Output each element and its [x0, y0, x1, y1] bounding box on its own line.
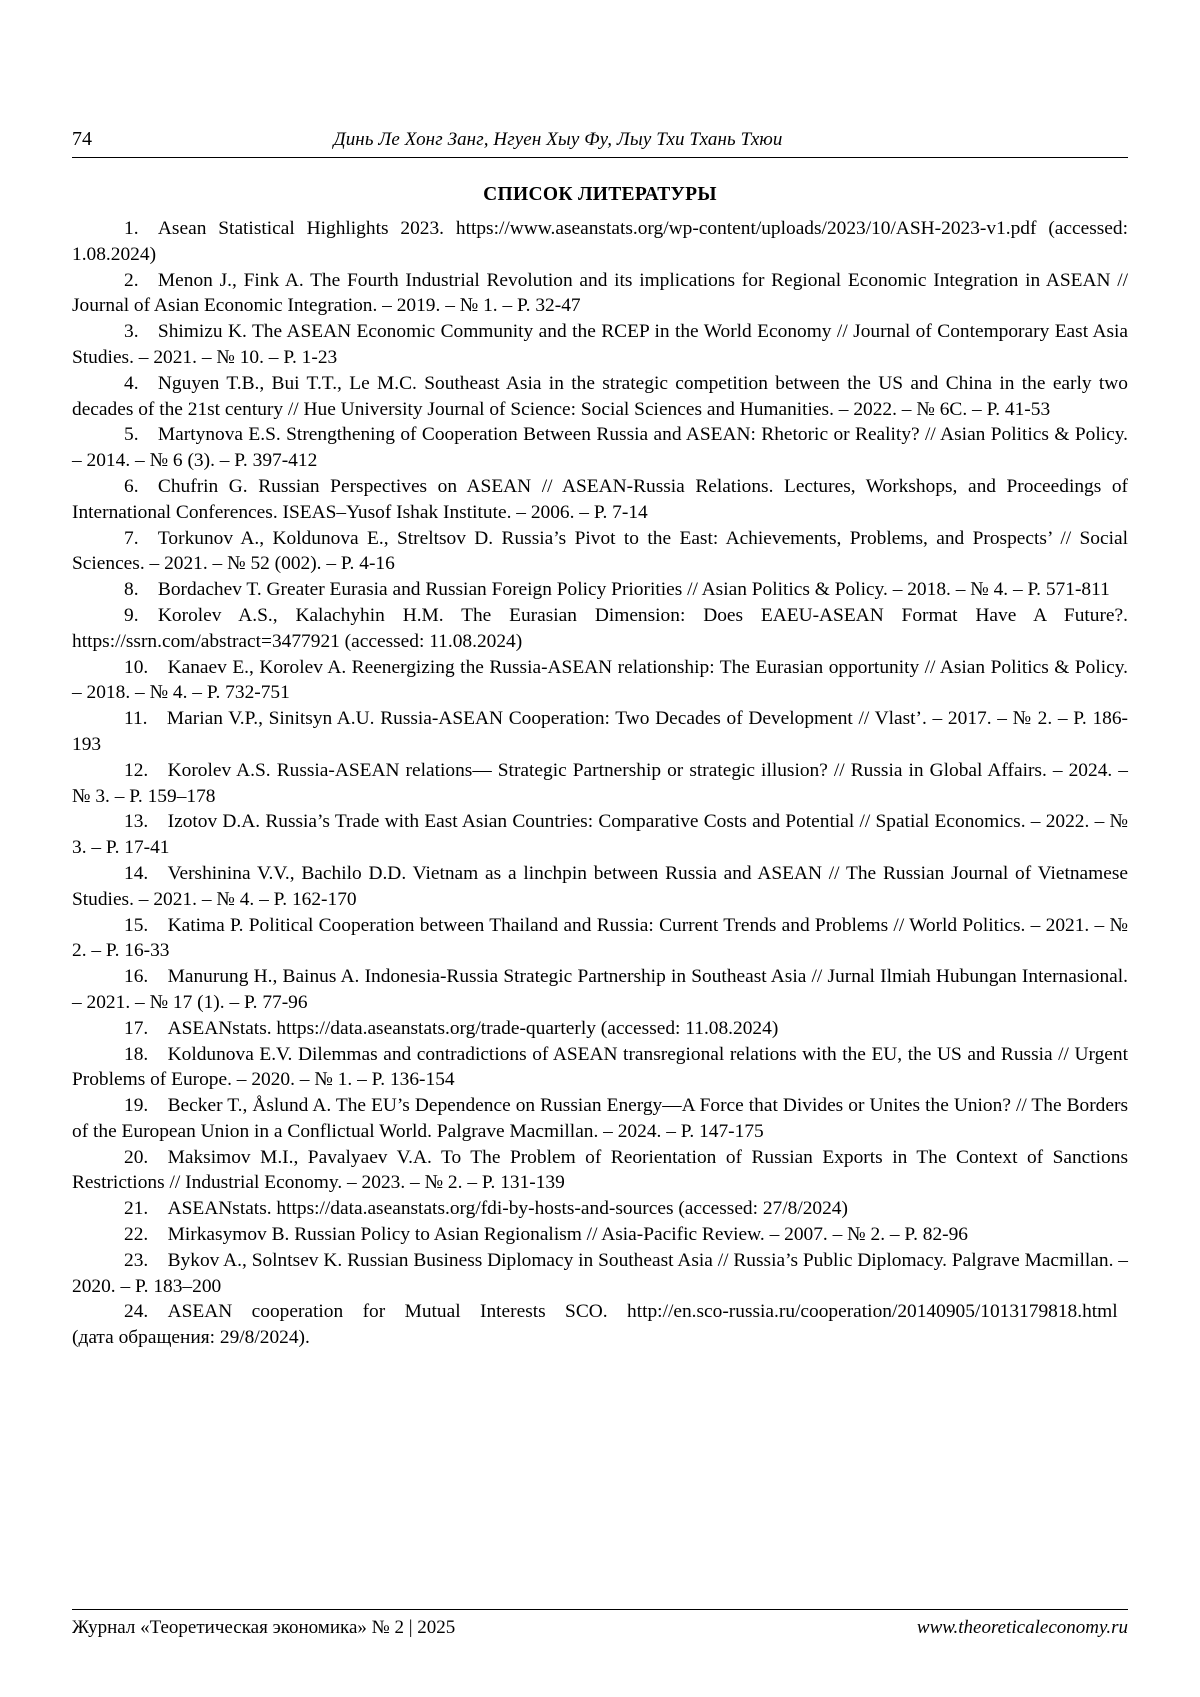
reference-list: [72, 216, 1128, 1351]
reference-item: 7. Torkunov A., Koldunova E., Streltsov D. Russia’s Pivot to the East: Achievements, Problems, and Prospects’ // Social Sciences. – 2021. – № 52 (002). – P. 4-16: [72, 527, 1128, 575]
reference-item: 4. Nguyen T.B., Bui T.T., Le M.C. Southeast Asia in the strategic competition between the US and China in the early two decades of the 21st century // Hue University Journal of Science: Social Sciences and Humanities. – 2022. – № 6C. – P. 41-53: [72, 372, 1128, 420]
reference-item: 13. Izotov D.A. Russia’s Trade with East Asian Countries: Comparative Costs and Potential // Spatial Economics. – 2022. – № 3. – P. 17-41: [72, 811, 1128, 859]
reference-item: 2. Menon J., Fink A. The Fourth Industrial Revolution and its implications for Regional Economic Integration in ASEAN // Journal of Asian Economic Integration. – 2019. – № 1. – P. 32-47: [72, 269, 1128, 317]
page-footer: [72, 1609, 1128, 1639]
running-head: [72, 128, 1128, 158]
reference-item: 10. Kanaev E., Korolev A. Reenergizing the Russia-ASEAN relationship: The Eurasian opportunity // Asian Politics & Policy. – 2018. – № 4. – P. 732-751: [72, 656, 1128, 704]
reference-item: 11. Marian V.P., Sinitsyn A.U. Russia-ASEAN Cooperation: Two Decades of Development // Vlast’. – 2017. – № 2. – P. 186-193: [72, 708, 1128, 755]
reference-item: 12. Korolev A.S. Russia-ASEAN relations— Strategic Partnership or strategic illusion? // Russia in Global Affairs. – 2024. – № 3. – P. 159–178: [72, 759, 1128, 807]
reference-item: 21. ASEANstats. https://data.aseanstats.org/fdi-by-hosts-and-sources (accessed: 27/8/2024): [124, 1198, 848, 1220]
reference-item: 23. Bykov A., Solntsev K. Russian Business Diplomacy in Southeast Asia // Russia’s Public Diplomacy. Palgrave Macmillan. – 2020. – P. 183–200: [72, 1249, 1128, 1297]
reference-item: 22. Mirkasymov B. Russian Policy to Asian Regionalism // Asia-Pacific Review. – 2007. – № 2. – P. 82-96: [124, 1224, 969, 1246]
reference-item: 1. Asean Statistical Highlights 2023. https://www.aseanstats.org/wp-content/uploads/2023/10/ASH-2023-v1.pdf (accessed: 1.08.2024): [72, 218, 1128, 265]
reference-item: 15. Katima P. Political Cooperation between Thailand and Russia: Current Trends and Problems // World Politics. – 2021. – № 2. – P. 16-33: [72, 914, 1128, 962]
running-head-authors: Динь Ле Хонг Занг, Нгуен Хыу Фу, Лыу Тхи Тхань Тхюи: [333, 129, 783, 150]
reference-item: 14. Vershinina V.V., Bachilo D.D. Vietnam as a linchpin between Russia and ASEAN // The Russian Journal of Vietnamese Studies. – 2021. – № 4. – P. 162-170: [72, 862, 1128, 910]
reference-item: 20. Maksimov M.I., Pavalyaev V.A. To The Problem of Reorientation of Russian Exports in The Context of Sanctions Restrictions // Industrial Economy. – 2023. – № 2. – P. 131-139: [72, 1146, 1128, 1194]
reference-item: 8. Bordachev T. Greater Eurasia and Russian Foreign Policy Priorities // Asian Politics & Policy. – 2018. – № 4. – P. 571-811: [124, 579, 1110, 601]
page-number: 74: [72, 128, 92, 150]
reference-item: 6. Chufrin G. Russian Perspectives on ASEAN // ASEAN-Russia Relations. Lectures, Workshops, and Proceedings of International Conferences. ISEAS–Yusof Ishak Institute. – 2006. – P. 7-14: [72, 475, 1128, 523]
reference-item: 18. Koldunova E.V. Dilemmas and contradictions of ASEAN transregional relations with the EU, the US and Russia // Urgent Problems of Europe. – 2020. – № 1. – P. 136-154: [72, 1043, 1128, 1091]
footer-website[interactable]: www.theoreticaleconomy.ru: [916, 1617, 1128, 1638]
reference-item: 17. ASEANstats. https://data.aseanstats.org/trade-quarterly (accessed: 11.08.2024): [124, 1017, 779, 1039]
reference-item: 24. ASEAN cooperation for Mutual Interests SCO. http://en.sco-russia.ru/cooperation/20140905/1013179818.html (дата обращения: 29/8/2024).: [72, 1301, 1118, 1349]
reference-item: 19. Becker T., Åslund A. The EU’s Dependence on Russian Energy—A Force that Divides or Unites the Union? // The Borders of the European Union in a Conflictual World. Palgrave Macmillan. – 2024. – P. 147-175: [72, 1095, 1128, 1142]
section-title: СПИСОК ЛИТЕРАТУРЫ: [483, 184, 717, 205]
page-content: [72, 128, 1128, 1351]
reference-item: 16. Manurung H., Bainus A. Indonesia-Russia Strategic Partnership in Southeast Asia // Jurnal Ilmiah Hubungan Internasional. – 2021. – № 17 (1). – P. 77-96: [72, 966, 1128, 1013]
reference-item: 9. Korolev A.S., Kalachyhin H.M. The Eurasian Dimension: Does EAEU-ASEAN Format Have A Future?. https://ssrn.com/abstract=3477921 (accessed: 11.08.2024): [72, 604, 1128, 652]
footer-journal: Журнал «Теоретическая экономика» № 2 | 2025: [72, 1617, 456, 1638]
reference-item: 3. Shimizu K. The ASEAN Economic Community and the RCEP in the World Economy // Journal of Contemporary East Asia Studies. – 2021. – № 10. – P. 1-23: [72, 321, 1128, 368]
reference-item: 5. Martynova E.S. Strengthening of Cooperation Between Russia and ASEAN: Rhetoric or Reality? // Asian Politics & Policy. – 2014. – № 6 (3). – P. 397-412: [72, 424, 1128, 472]
